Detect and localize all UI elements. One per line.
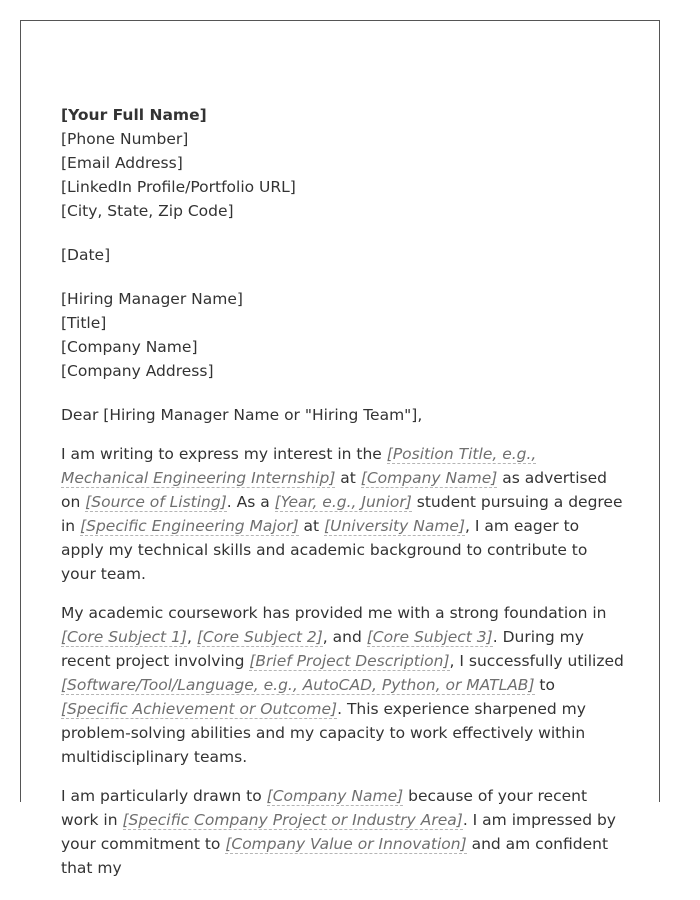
salutation: Dear [Hiring Manager Name or "Hiring Team"], [61,406,423,424]
paragraph-text: at [335,469,361,487]
placeholder-field: [Brief Project Description] [249,652,450,670]
paragraph-text: , I successfully utilized [449,652,624,670]
sender-linkedin: [LinkedIn Profile/Portfolio URL] [61,178,296,196]
paragraph-company-interest [61,784,626,880]
recipient-company: [Company Name] [61,338,198,356]
placeholder-field: [Core Subject 3] [366,628,493,646]
paragraph-text: , and [322,628,367,646]
placeholder-field: [Specific Engineering Major] [80,517,299,535]
placeholder-field: [Position Title, e.g., Mechanical Engineering Internship] [61,445,537,487]
paragraph-text: My academic coursework has provided me with a strong foundation in [61,604,607,622]
paragraph-experience [61,601,626,769]
paragraph-text: . As a [226,493,275,511]
recipient-name: [Hiring Manager Name] [61,290,243,308]
recipient-address: [Company Address] [61,362,214,380]
letter-date: [Date] [61,246,111,264]
paragraph-text: and am confident that my [61,835,609,877]
placeholder-field: [Source of Listing] [85,493,227,511]
paragraph-text: as advertised on [61,469,607,511]
paragraph-text: I am writing to express my interest in the [61,445,387,463]
sender-block [61,103,626,223]
paragraph-text: student pursuing a degree in [61,493,623,535]
letter-body [61,103,626,895]
paragraph-text: to [534,676,555,694]
paragraph-text: . During my recent project involving [61,628,584,670]
sender-phone: [Phone Number] [61,130,189,148]
placeholder-field: [Software/Tool/Language, e.g., AutoCAD, Python, or MATLAB] [61,676,535,694]
paragraph-text: because of your recent work in [61,787,588,829]
paragraph-text: . I am impressed by your commitment to [61,811,616,853]
paragraph-intro [61,442,626,586]
placeholder-field: [University Name] [324,517,466,535]
paragraph-text: at [298,517,325,535]
sender-name: [Your Full Name] [61,106,207,124]
placeholder-field: [Company Name] [266,787,404,805]
paragraph-text: I am particularly drawn to [61,787,267,805]
recipient-block [61,287,626,383]
letter-page [20,20,660,877]
paragraph-text: , [186,628,197,646]
paragraph-text: . This experience sharpened my problem-solving abilities and my capacity to work effectively within multidisciplinary teams. [61,700,586,766]
recipient-title: [Title] [61,314,107,332]
sender-location: [City, State, Zip Code] [61,202,234,220]
placeholder-field: [Specific Achievement or Outcome] [61,700,338,718]
sender-email: [Email Address] [61,154,183,172]
paragraph-text: , I am eager to apply my technical skills and academic background to contribute to your team. [61,517,588,583]
placeholder-field: [Specific Company Project or Industry Area] [122,811,463,829]
placeholder-field: [Company Value or Innovation] [225,835,467,853]
date-block [61,243,626,267]
placeholder-field: [Company Name] [360,469,498,487]
placeholder-field: [Core Subject 2] [196,628,323,646]
placeholder-field: [Year, e.g., Junior] [274,493,412,511]
placeholder-field: [Core Subject 1] [61,628,187,646]
